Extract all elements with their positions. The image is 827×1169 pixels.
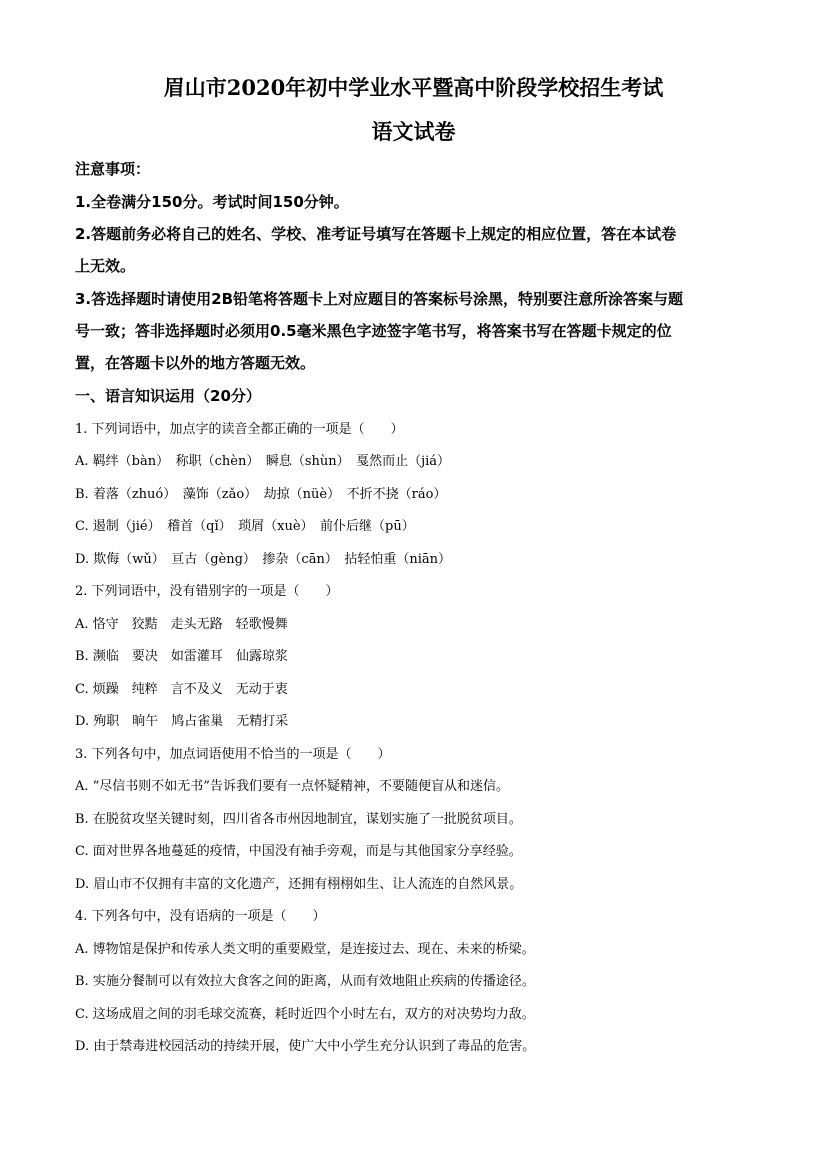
question-3-option-d: D. 眉山市不仅拥有丰富的文化遗产，还拥有栩栩如生、让人流连的自然风景。 [75, 877, 523, 892]
question-4-option-b: B. 实施分餐制可以有效拉大食客之间的距离，从而有效地阻止疾病的传播途径。 [75, 974, 535, 989]
question-4-option-d: D. 由于禁毒进校园活动的持续开展，使广大中小学生充分认识到了毒品的危害。 [75, 1039, 536, 1054]
question-1-option-d: D. 欺侮（wǔ） 亘古（gèng） 掺杂（cān） 拈轻怕重（niān） [75, 552, 451, 567]
exam-title: 眉山市2020年初中学业水平暨高中阶段学校招生考试 [163, 75, 664, 100]
question-2-option-b: B. 濒临 要决 如雷灌耳 仙露琼浆 [75, 649, 288, 664]
notice-item-3-line-2: 号一致；答非选择题时必须用0.5毫米黑色字迹签字笔书写，将答案书写在答题卡规定的位 [75, 322, 672, 340]
notice-item-1: 1.全卷满分150分。考试时间150分钟。 [75, 193, 349, 211]
question-1-option-a: A. 羁绊（bàn） 称职（chèn） 瞬息（shùn） 戛然而止（jiá） [75, 454, 451, 469]
question-1-stem: 1. 下列词语中，加点字的读音全都正确的一项是（ ） [75, 422, 404, 437]
question-2-option-c: C. 烦躁 纯粹 言不及义 无动于衷 [75, 682, 288, 697]
question-3-option-b: B. 在脱贫攻坚关键时刻，四川省各市州因地制宜，谋划实施了一批脱贫项目。 [75, 812, 522, 827]
section-1-heading: 一、语言知识运用（20分） [75, 387, 261, 405]
exam-subtitle: 语文试卷 [371, 119, 456, 144]
question-2-option-a: A. 恪守 狡黠 走头无路 轻歌慢舞 [75, 617, 288, 632]
question-1-option-b: B. 着落（zhuó） 藻饰（zǎo） 劫掠（nüè） 不折不挠（ráo） [75, 487, 447, 502]
question-3-option-c: C. 面对世界各地蔓延的疫情，中国没有袖手旁观，而是与其他国家分享经验。 [75, 844, 522, 859]
question-4-option-a: A. 博物馆是保护和传承人类文明的重要殿堂，是连接过去、现在、未来的桥梁。 [75, 942, 535, 957]
question-3-stem: 3. 下列各句中，加点词语使用不恰当的一项是（ ） [75, 747, 391, 762]
question-1-option-c: C. 遏制（jié） 稽首（qǐ） 琐屑（xuè） 前仆后继（pū） [75, 519, 415, 534]
question-4-option-c: C. 这场成眉之间的羽毛球交流赛，耗时近四个小时左右，双方的对决势均力敌。 [75, 1007, 535, 1022]
question-2-option-d: D. 殉职 晌午 鸠占雀巢 无精打采 [75, 714, 289, 729]
notice-item-2-line-2: 上无效。 [75, 257, 136, 275]
question-2-stem: 2. 下列词语中，没有错别字的一项是（ ） [75, 584, 339, 599]
notice-heading: 注意事项： [75, 160, 151, 178]
notice-item-3-line-3: 置，在答题卡以外的地方答题无效。 [75, 354, 316, 372]
notice-item-3-line-1: 3.答选择题时请使用2B铅笔将答题卡上对应题目的答案标号涂黑，特别要注意所涂答案与题 [75, 290, 684, 308]
question-4-stem: 4. 下列各句中，没有语病的一项是（ ） [75, 909, 326, 924]
question-3-option-a: A. “尽信书则不如无书”告诉我们要有一点怀疑精神，不要随便盲从和迷信。 [75, 779, 509, 794]
notice-item-2-line-1: 2.答题前务必将自己的姓名、学校、准考证号填写在答题卡上规定的相应位置，答在本试卷 [75, 225, 677, 243]
